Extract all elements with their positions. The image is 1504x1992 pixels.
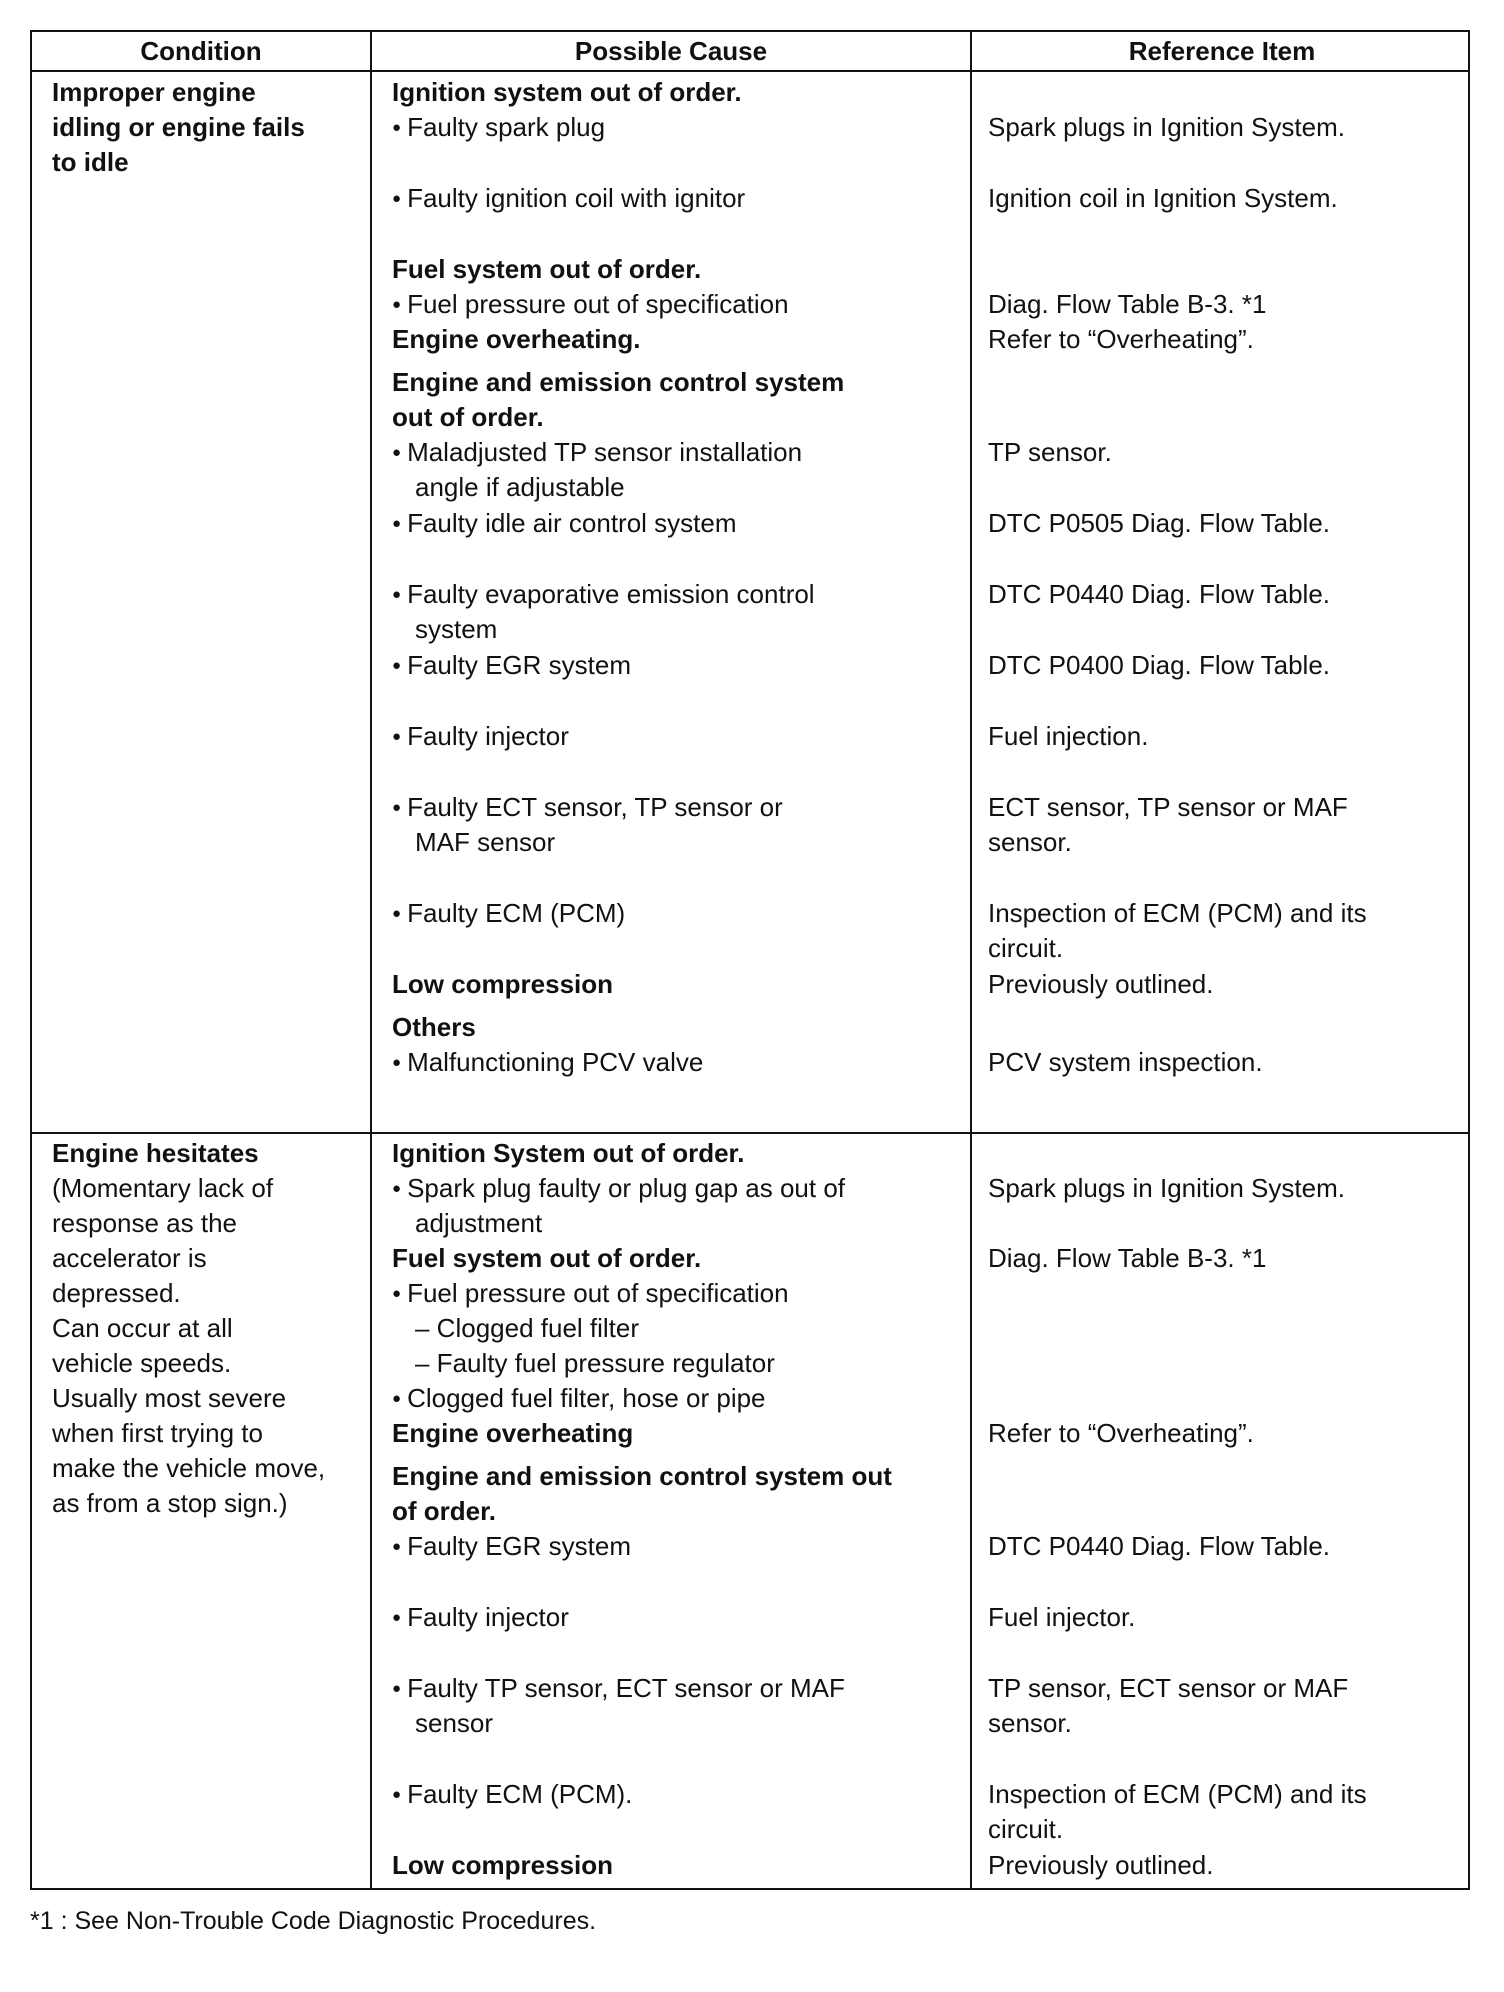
- cause-item: ● Faulty ignition coil with ignitor: [392, 181, 745, 220]
- condition-text: Can occur at all: [52, 1313, 233, 1343]
- cause-heading: of order.: [392, 1496, 497, 1526]
- reference-item: Fuel injector.: [988, 1602, 1136, 1632]
- cause-item: ● Faulty EGR system: [392, 648, 631, 687]
- reference-item: PCV system inspection.: [988, 1047, 1263, 1077]
- cause-heading: Fuel system out of order.: [392, 254, 702, 284]
- cause-heading: Engine and emission control system: [392, 367, 845, 397]
- condition-text: (Momentary lack of: [52, 1173, 274, 1203]
- cause-item-continued: system: [415, 614, 498, 644]
- cause-heading: Engine and emission control system out: [392, 1461, 892, 1491]
- condition-text: idling or engine fails: [52, 112, 305, 142]
- header-condition: Condition: [140, 36, 262, 66]
- reference-item: TP sensor, ECT sensor or MAF: [988, 1673, 1349, 1703]
- cause-item: ● Maladjusted TP sensor installation: [392, 435, 802, 474]
- cause-item: ● Faulty EGR system: [392, 1529, 631, 1568]
- reference-item: Diag. Flow Table B-3. *1: [988, 1243, 1267, 1273]
- condition-text: to idle: [52, 147, 129, 177]
- header-possible-cause: Possible Cause: [574, 36, 768, 66]
- reference-item: DTC P0505 Diag. Flow Table.: [988, 508, 1331, 538]
- condition-text: response as the: [52, 1208, 238, 1238]
- row-divider: [32, 1132, 1468, 1134]
- cause-item: ● Faulty spark plug: [392, 110, 605, 149]
- reference-item: circuit.: [988, 933, 1064, 963]
- cause-item-continued: angle if adjustable: [415, 472, 625, 502]
- header-divider: [32, 70, 1468, 72]
- condition-text: when first trying to: [52, 1418, 263, 1448]
- cause-item-continued: MAF sensor: [415, 827, 556, 857]
- cause-item: ● Faulty ECM (PCM): [392, 896, 625, 935]
- reference-item: ECT sensor, TP sensor or MAF: [988, 792, 1348, 822]
- condition-text: make the vehicle move,: [52, 1453, 326, 1483]
- cause-item: ● Faulty injector: [392, 1600, 569, 1639]
- reference-item: circuit.: [988, 1814, 1064, 1844]
- condition-text: as from a stop sign.): [52, 1488, 288, 1518]
- cause-subitem: – Faulty fuel pressure regulator: [415, 1348, 775, 1378]
- cause-subitem: – Clogged fuel filter: [415, 1313, 640, 1343]
- footnote: *1 : See Non-Trouble Code Diagnostic Procedures.: [30, 1907, 597, 1935]
- reference-item: Fuel injection.: [988, 721, 1149, 751]
- cause-heading: Low compression: [392, 1850, 614, 1880]
- reference-item: TP sensor.: [988, 437, 1112, 467]
- reference-item: DTC P0440 Diag. Flow Table.: [988, 1531, 1331, 1561]
- reference-item: Inspection of ECM (PCM) and its: [988, 1779, 1367, 1809]
- condition-text: depressed.: [52, 1278, 181, 1308]
- cause-item: ● Faulty ECT sensor, TP sensor or: [392, 790, 783, 829]
- cause-heading: out of order.: [392, 402, 544, 432]
- reference-item: sensor.: [988, 1708, 1072, 1738]
- cause-heading: Low compression: [392, 969, 614, 999]
- reference-item: sensor.: [988, 827, 1072, 857]
- cause-item: ● Clogged fuel filter, hose or pipe: [392, 1381, 766, 1420]
- diagnosis-table: [30, 30, 1470, 1890]
- reference-item: Previously outlined.: [988, 969, 1214, 999]
- header-reference-item: Reference Item: [1128, 36, 1316, 66]
- cause-item: ● Spark plug faulty or plug gap as out of: [392, 1171, 845, 1210]
- cause-item: ● Faulty idle air control system: [392, 506, 737, 545]
- reference-item: Previously outlined.: [988, 1850, 1214, 1880]
- reference-item: Refer to “Overheating”.: [988, 1418, 1254, 1448]
- condition-text: Engine hesitates: [52, 1138, 259, 1168]
- column-divider: [370, 32, 372, 1888]
- cause-item: ● Fuel pressure out of specification: [392, 287, 789, 326]
- reference-item: Refer to “Overheating”.: [988, 324, 1254, 354]
- cause-item: ● Malfunctioning PCV valve: [392, 1045, 703, 1084]
- condition-text: accelerator is: [52, 1243, 207, 1273]
- cause-heading: Others: [392, 1012, 476, 1042]
- cause-item: ● Faulty injector: [392, 719, 569, 758]
- cause-item-continued: sensor: [415, 1708, 494, 1738]
- cause-item: ● Faulty TP sensor, ECT sensor or MAF: [392, 1671, 845, 1710]
- condition-text: Improper engine: [52, 77, 256, 107]
- cause-heading: Fuel system out of order.: [392, 1243, 702, 1273]
- reference-item: Spark plugs in Ignition System.: [988, 1173, 1345, 1203]
- cause-item: ● Faulty evaporative emission control: [392, 577, 815, 616]
- reference-item: Spark plugs in Ignition System.: [988, 112, 1345, 142]
- cause-item: ● Faulty ECM (PCM).: [392, 1777, 632, 1816]
- column-divider: [970, 32, 972, 1888]
- condition-text: vehicle speeds.: [52, 1348, 232, 1378]
- cause-heading: Ignition system out of order.: [392, 77, 742, 107]
- cause-heading: Ignition System out of order.: [392, 1138, 745, 1168]
- cause-item-continued: adjustment: [415, 1208, 543, 1238]
- cause-heading: Engine overheating: [392, 1418, 634, 1448]
- reference-item: Inspection of ECM (PCM) and its: [988, 898, 1367, 928]
- cause-heading: Engine overheating.: [392, 324, 641, 354]
- reference-item: Ignition coil in Ignition System.: [988, 183, 1338, 213]
- condition-text: Usually most severe: [52, 1383, 287, 1413]
- reference-item: DTC P0400 Diag. Flow Table.: [988, 650, 1331, 680]
- reference-item: Diag. Flow Table B-3. *1: [988, 289, 1267, 319]
- cause-item: ● Fuel pressure out of specification: [392, 1276, 789, 1315]
- reference-item: DTC P0440 Diag. Flow Table.: [988, 579, 1331, 609]
